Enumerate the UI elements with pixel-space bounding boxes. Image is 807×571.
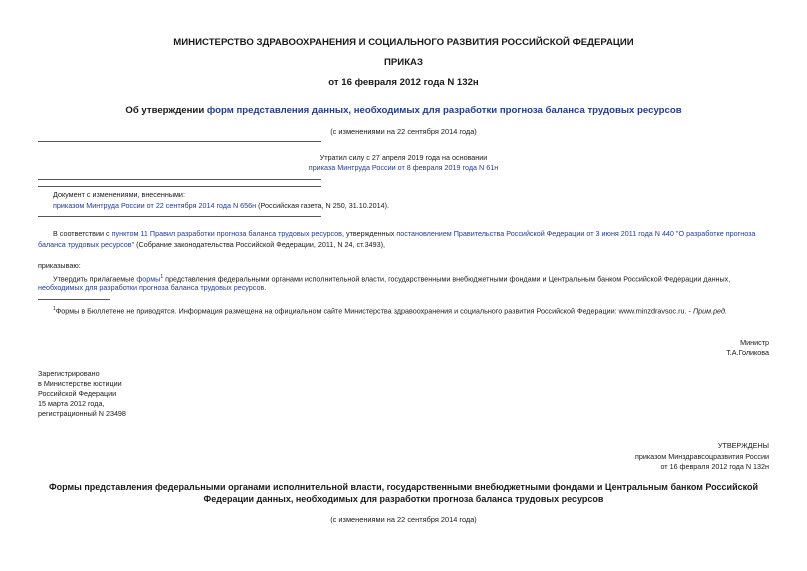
divider — [38, 216, 321, 217]
divider — [38, 186, 321, 187]
approve-line-2 — [38, 283, 266, 293]
resolution-link[interactable]: постановлением Правительства Российской Федерации от 3 июня 2011 года N 440 "О разработке прогноза — [396, 229, 756, 238]
order-date-number: от 16 февраля 2012 года N 132н — [328, 77, 479, 88]
footnote-divider — [38, 299, 110, 300]
registration-line: Российской Федерации — [38, 389, 117, 398]
registration-line: регистрационный N 23498 — [38, 409, 126, 418]
approve-end: . — [264, 283, 267, 292]
changes-line — [53, 201, 389, 211]
changes-link[interactable]: приказом Минтруда России от 22 сентября 2014 года N 656н — [53, 201, 257, 210]
registration-line: в Министерстве юстиции — [38, 379, 122, 388]
approved-heading: УТВЕРЖДЕНЫ — [717, 441, 769, 450]
forms-title-line-1: Формы представления федеральными органами исполнительной власти, государственными внебюджетными фондами и Центральным банком Российской — [48, 482, 759, 492]
divider — [38, 179, 321, 180]
approve-text: Утвердить прилагаемые — [53, 274, 137, 284]
amended-note: (с изменениями на 22 сентября 2014 года) — [330, 127, 477, 136]
registration-line: Зарегистрировано — [38, 369, 100, 378]
order-title-link[interactable]: форм представления данных, необходимых для разработки прогноза баланса трудовых ресурсов — [206, 105, 682, 116]
preamble-text: , утвержденных — [342, 229, 397, 238]
rules-link[interactable]: пунктом 11 Правил разработки прогноза баланса трудовых ресурсов — [111, 229, 343, 238]
ministry-heading: МИНИСТЕРСТВО ЗДРАВООХРАНЕНИЯ И СОЦИАЛЬНОГО РАЗВИТИЯ РОССИЙСКОЙ ФЕДЕРАЦИИ — [173, 37, 634, 48]
expired-link[interactable]: приказа Минтруда России от 8 февраля 2019 года N 61н — [308, 163, 499, 172]
preamble-text: В соответствии с — [53, 229, 112, 238]
signature-position: Министр — [740, 338, 769, 347]
resolution-link-cont[interactable]: баланса трудовых ресурсов" — [38, 240, 135, 249]
preamble-line-1 — [53, 229, 755, 239]
changes-heading: Документ с изменениями, внесенными: — [53, 190, 185, 199]
registration-line: 15 марта 2012 года, — [38, 399, 105, 408]
divider — [38, 141, 321, 142]
footnote — [53, 304, 727, 316]
approved-line: от 16 февраля 2012 года N 132н — [660, 462, 769, 471]
order-word: приказываю: — [38, 261, 81, 270]
approved-line: приказом Минздравсоцразвития России — [634, 452, 769, 461]
signature-name: Т.А.Голикова — [726, 348, 769, 357]
footnote-editor-note: Прим.ред. — [692, 306, 727, 316]
order-title-prefix: Об утверждении — [125, 105, 207, 116]
preamble-source: (Собрание законодательства Российской Федерации, 2011, N 24, ст.3493), — [134, 240, 385, 249]
forms-amended-note: (с изменениями на 22 сентября 2014 года) — [330, 515, 477, 524]
forms-link[interactable]: формы — [136, 274, 161, 284]
footnote-marker: 1 — [53, 306, 56, 312]
order-title — [0, 105, 807, 116]
expired-line: Утратил силу с 27 апреля 2019 года на основании — [319, 153, 488, 162]
footnote-text: Формы в Бюллетене не приводятся. Информация размещена на официальном сайте Министерства здравоохранения и социального развития Российской Федерации: www.minzdravsoc.ru. - — [55, 306, 693, 316]
document-type: ПРИКАЗ — [384, 57, 423, 68]
forms-title-line-2: Федерации данных, необходимых для разработки прогноза баланса трудовых ресурсов — [203, 494, 604, 504]
changes-source: (Российская газета, N 250, 31.10.2014). — [256, 201, 390, 210]
forms-purpose-link[interactable]: необходимых для разработки прогноза баланса трудовых ресурсов — [38, 283, 265, 292]
preamble-line-2 — [38, 240, 385, 250]
approve-text: представления федеральными органами исполнительной власти, государственными внебюджетными фондами и Центральным банком Российской Федерации данных, — [163, 274, 731, 284]
footnote-ref: 1 — [160, 274, 164, 280]
